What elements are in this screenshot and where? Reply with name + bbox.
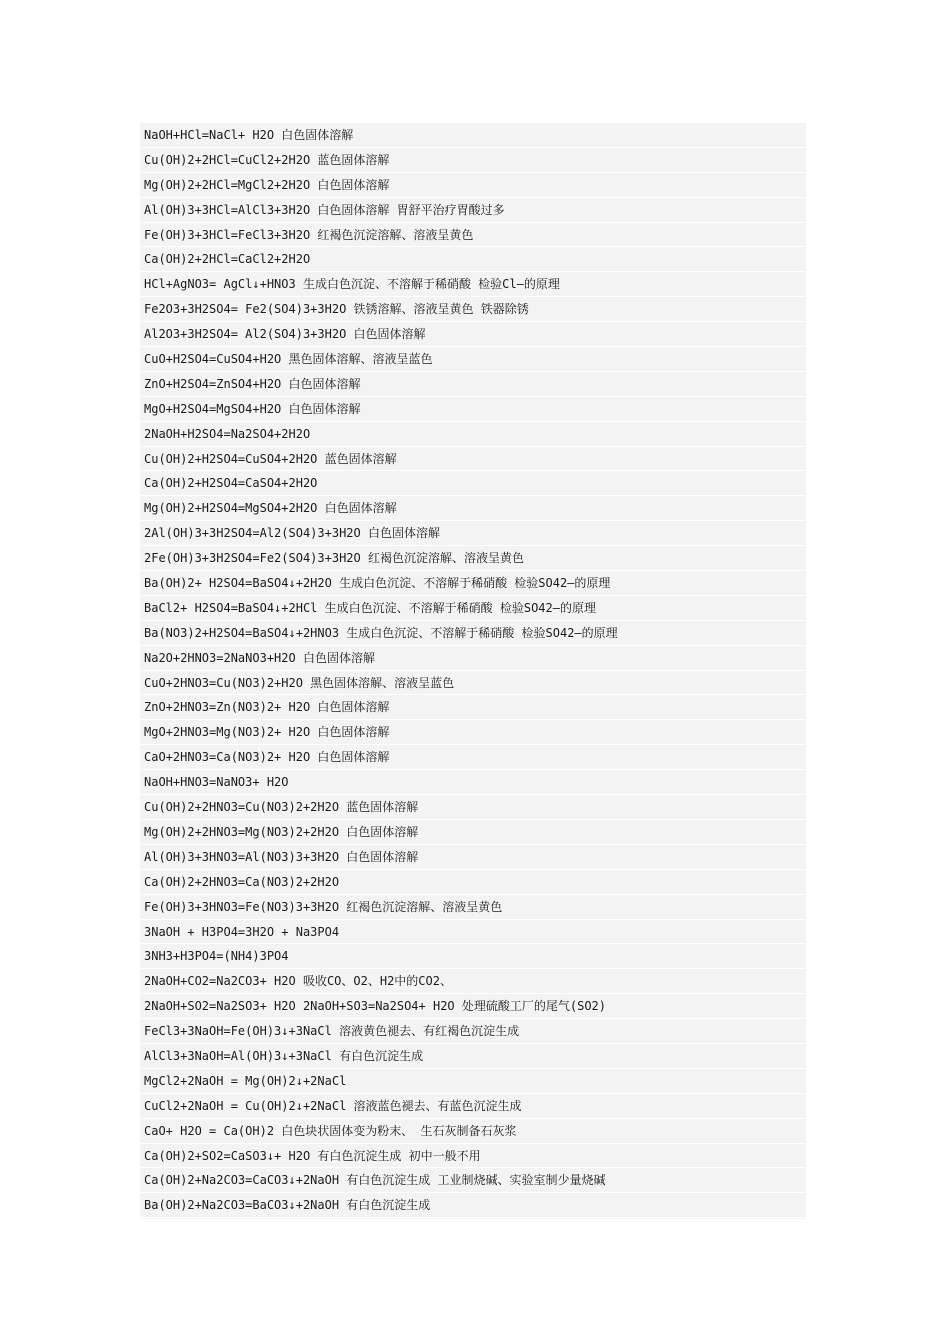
equation-line: NaOH+HNO3=NaNO3+ H2O [140, 770, 806, 795]
equation-list [140, 123, 806, 1218]
equation-line: Cu(OH)2+2HCl=CuCl2+2H2O 蓝色固体溶解 [140, 148, 806, 173]
equation-line: Na2O+2HNO3=2NaNO3+H2O 白色固体溶解 [140, 646, 806, 671]
equation-line: Ca(OH)2+2HCl=CaCl2+2H2O [140, 247, 806, 272]
equation-line: Mg(OH)2+H2SO4=MgSO4+2H2O 白色固体溶解 [140, 496, 806, 521]
equation-line: 2NaOH+H2SO4=Na2SO4+2H2O [140, 422, 806, 447]
equation-line: Al2O3+3H2SO4= Al2(SO4)3+3H2O 白色固体溶解 [140, 322, 806, 347]
equation-line: CuO+2HNO3=Cu(NO3)2+H2O 黑色固体溶解、溶液呈蓝色 [140, 671, 806, 696]
equation-line: Mg(OH)2+2HCl=MgCl2+2H2O 白色固体溶解 [140, 173, 806, 198]
equation-line: 2NaOH+CO2=Na2CO3+ H2O 吸收CO、O2、H2中的CO2、 [140, 969, 806, 994]
equation-line: CuO+H2SO4=CuSO4+H2O 黑色固体溶解、溶液呈蓝色 [140, 347, 806, 372]
equation-line: Fe(OH)3+3HCl=FeCl3+3H2O 红褐色沉淀溶解、溶液呈黄色 [140, 223, 806, 248]
equation-line: Ba(OH)2+Na2CO3=BaCO3↓+2NaOH 有白色沉淀生成 [140, 1193, 806, 1218]
equation-line: Al(OH)3+3HCl=AlCl3+3H2O 白色固体溶解 胃舒平治疗胃酸过多 [140, 198, 806, 223]
equation-line: ZnO+H2SO4=ZnSO4+H2O 白色固体溶解 [140, 372, 806, 397]
equation-line: NaOH+HCl=NaCl+ H2O 白色固体溶解 [140, 123, 806, 148]
equation-line: ZnO+2HNO3=Zn(NO3)2+ H2O 白色固体溶解 [140, 695, 806, 720]
equation-line: Ba(OH)2+ H2SO4=BaSO4↓+2H2O 生成白色沉淀、不溶解于稀硝酸 检验SO42—的原理 [140, 571, 806, 596]
equation-line: Fe(OH)3+3HNO3=Fe(NO3)3+3H2O 红褐色沉淀溶解、溶液呈黄色 [140, 895, 806, 920]
equation-line: 2Al(OH)3+3H2SO4=Al2(SO4)3+3H2O 白色固体溶解 [140, 521, 806, 546]
equation-line: 2NaOH+SO2=Na2SO3+ H2O 2NaOH+SO3=Na2SO4+ H2O 处理硫酸工厂的尾气(SO2) [140, 994, 806, 1019]
equation-line: Ca(OH)2+2HNO3=Ca(NO3)2+2H2O [140, 870, 806, 895]
equation-line: Cu(OH)2+2HNO3=Cu(NO3)2+2H2O 蓝色固体溶解 [140, 795, 806, 820]
equation-line: CaO+ H2O = Ca(OH)2 白色块状固体变为粉末、 生石灰制备石灰浆 [140, 1119, 806, 1144]
equation-line: Mg(OH)2+2HNO3=Mg(NO3)2+2H2O 白色固体溶解 [140, 820, 806, 845]
equation-line: 3NaOH + H3PO4=3H2O + Na3PO4 [140, 920, 806, 945]
equation-line: 3NH3+H3PO4=(NH4)3PO4 [140, 944, 806, 969]
equation-line: HCl+AgNO3= AgCl↓+HNO3 生成白色沉淀、不溶解于稀硝酸 检验Cl—的原理 [140, 272, 806, 297]
equation-line: FeCl3+3NaOH=Fe(OH)3↓+3NaCl 溶液黄色褪去、有红褐色沉淀生成 [140, 1019, 806, 1044]
equation-line: 2Fe(OH)3+3H2SO4=Fe2(SO4)3+3H2O 红褐色沉淀溶解、溶液呈黄色 [140, 546, 806, 571]
equation-line: Cu(OH)2+H2SO4=CuSO4+2H2O 蓝色固体溶解 [140, 447, 806, 472]
equation-line: AlCl3+3NaOH=Al(OH)3↓+3NaCl 有白色沉淀生成 [140, 1044, 806, 1069]
equation-line: MgCl2+2NaOH = Mg(OH)2↓+2NaCl [140, 1069, 806, 1094]
equation-line: Ca(OH)2+H2SO4=CaSO4+2H2O [140, 471, 806, 496]
equation-line: Ca(OH)2+Na2CO3=CaCO3↓+2NaOH 有白色沉淀生成 工业制烧碱、实验室制少量烧碱 [140, 1168, 806, 1193]
equation-line: CaO+2HNO3=Ca(NO3)2+ H2O 白色固体溶解 [140, 745, 806, 770]
equation-line: Ca(OH)2+SO2=CaSO3↓+ H2O 有白色沉淀生成 初中一般不用 [140, 1144, 806, 1169]
equation-line: Fe2O3+3H2SO4= Fe2(SO4)3+3H2O 铁锈溶解、溶液呈黄色 铁器除锈 [140, 297, 806, 322]
equation-line: CuCl2+2NaOH = Cu(OH)2↓+2NaCl 溶液蓝色褪去、有蓝色沉淀生成 [140, 1094, 806, 1119]
equation-line: MgO+H2SO4=MgSO4+H2O 白色固体溶解 [140, 397, 806, 422]
equation-list-block [140, 123, 806, 1219]
equation-line: BaCl2+ H2SO4=BaSO4↓+2HCl 生成白色沉淀、不溶解于稀硝酸 检验SO42—的原理 [140, 596, 806, 621]
equation-line: Ba(NO3)2+H2SO4=BaSO4↓+2HNO3 生成白色沉淀、不溶解于稀硝酸 检验SO42—的原理 [140, 621, 806, 646]
equation-line: Al(OH)3+3HNO3=Al(NO3)3+3H2O 白色固体溶解 [140, 845, 806, 870]
equation-line: MgO+2HNO3=Mg(NO3)2+ H2O 白色固体溶解 [140, 720, 806, 745]
